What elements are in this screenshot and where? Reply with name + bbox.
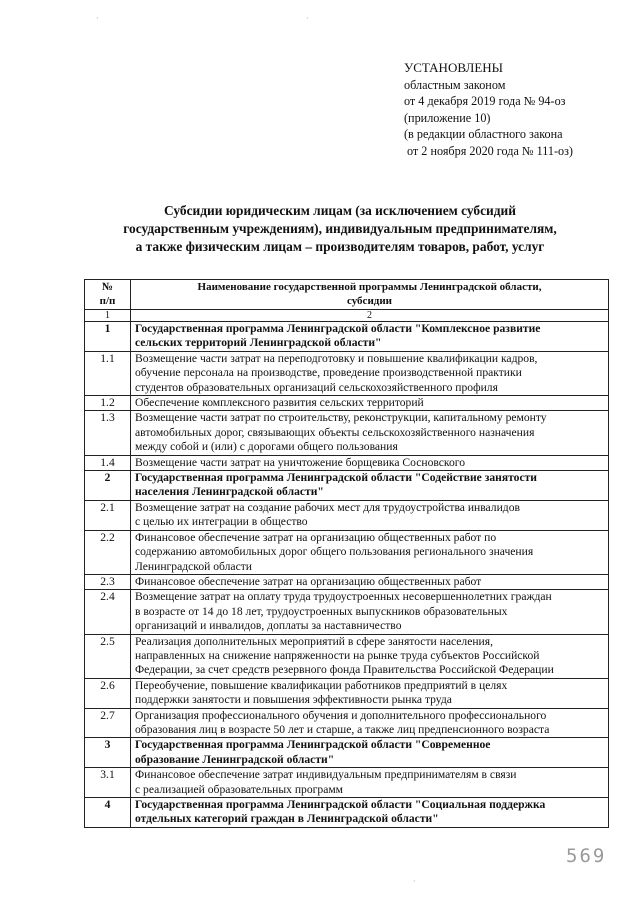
subsidy-row — [85, 455, 609, 470]
scan-speck: · — [413, 877, 416, 886]
subsidy-name-cell: Возмещение затрат на оплату труда трудоустроенных несовершеннолетних граждан в возрасте от 14 до 18 лет, трудоустроенных выпускников образовательных организаций и инвалидов, доплаты за наставничество — [131, 590, 609, 634]
subsidies-table-body — [85, 280, 609, 828]
row-number-cell: 2.4 — [85, 590, 131, 634]
scan-speck: · — [306, 14, 309, 23]
column-number-1: 1 — [85, 310, 131, 322]
subsidy-row — [85, 530, 609, 574]
subsidy-row — [85, 351, 609, 395]
subsidy-row — [85, 678, 609, 708]
row-number-cell: 2.6 — [85, 678, 131, 708]
row-number-cell: 3 — [85, 738, 131, 768]
subsidy-name-cell: Финансовое обеспечение затрат на организацию общественных работ — [131, 574, 609, 589]
scan-speck: · — [96, 14, 99, 23]
row-number-cell: 4 — [85, 798, 131, 828]
approval-block — [404, 60, 634, 159]
program-row — [85, 322, 609, 352]
row-number-cell: 2.3 — [85, 574, 131, 589]
page-number: 569 — [566, 845, 607, 867]
program-name-cell: Государственная программа Ленинградской области "Содействие занятости населения Ленинградской области" — [131, 471, 609, 501]
row-number-cell: 1.3 — [85, 411, 131, 455]
subsidy-name-cell: Возмещение части затрат по строительству, реконструкции, капитальному ремонту автомобильных дорог, связывающих объекты сельскохозяйственного назначения между собой и (или) с дорогами общего пользования — [131, 411, 609, 455]
document-title — [60, 202, 620, 256]
approval-line: (приложение 10) — [404, 110, 491, 125]
subsidy-name-cell: Возмещение части затрат на переподготовку и повышение квалификации кадров, обучение персонала на производстве, проведение производственной практики студентов образовательных организаций сельскохозяйственного профиля — [131, 351, 609, 395]
column-number-2: 2 — [131, 310, 609, 322]
subsidy-row — [85, 500, 609, 530]
row-number-cell: 2.5 — [85, 634, 131, 678]
row-number-cell: 1.4 — [85, 455, 131, 470]
subsidy-name-cell: Возмещение части затрат на уничтожение борщевика Сосновского — [131, 455, 609, 470]
approval-line: (в редакции областного закона — [404, 127, 563, 141]
program-name-cell: Государственная программа Ленинградской области "Социальная поддержка отдельных категорий граждан в Ленинградской области" — [131, 798, 609, 828]
subsidy-row — [85, 634, 609, 678]
table-header-row — [85, 280, 609, 310]
column-number-row — [85, 310, 609, 322]
subsidy-name-cell: Переобучение, повышение квалификации работников предприятий в целях поддержки занятости и повышения эффективности рынка труда — [131, 678, 609, 708]
subsidy-row — [85, 396, 609, 411]
subsidy-name-cell: Организация профессионального обучения и дополнительного профессионального образования лиц в возрасте 50 лет и старше, а также лиц предпенсионного возраста — [131, 708, 609, 738]
row-number-cell: 3.1 — [85, 768, 131, 798]
title-line: Субсидии юридическим лицам (за исключением субсидий — [164, 203, 516, 218]
subsidy-row — [85, 590, 609, 634]
program-name-cell: Государственная программа Ленинградской области "Комплексное развитие сельских территорий Ленинградской области" — [131, 322, 609, 352]
row-number-cell: 1.2 — [85, 396, 131, 411]
subsidy-row — [85, 574, 609, 589]
program-row — [85, 738, 609, 768]
subsidy-row — [85, 708, 609, 738]
subsidies-table — [84, 279, 609, 828]
approval-line: от 4 декабря 2019 года № 94-оз — [404, 94, 566, 108]
program-name-cell: Государственная программа Ленинградской области "Современное образование Ленинградской области" — [131, 738, 609, 768]
approval-line: от 2 ноября 2020 года № 111-оз) — [407, 143, 573, 158]
row-number-cell: 2.7 — [85, 708, 131, 738]
row-number-cell: 2.2 — [85, 530, 131, 574]
subsidy-name-cell: Возмещение затрат на создание рабочих мест для трудоустройства инвалидов с целью их интеграции в общество — [131, 500, 609, 530]
row-number-cell: 2.1 — [85, 500, 131, 530]
subsidy-name-cell: Реализация дополнительных мероприятий в сфере занятости населения, направленных на снижение напряженности на рынке труда субъектов Российской Федерации, за счет средств резервного фонда Правительства Российской Федерации — [131, 634, 609, 678]
title-line: а также физическим лицам – производителям товаров, работ, услуг — [135, 239, 545, 254]
subsidy-row — [85, 768, 609, 798]
title-line: государственным учреждениям), индивидуальным предпринимателям, — [123, 221, 557, 236]
subsidy-name-cell: Обеспечение комплексного развития сельских территорий — [131, 396, 609, 411]
header-num-cell: № п/п — [85, 280, 131, 310]
subsidy-row — [85, 411, 609, 455]
row-number-cell: 2 — [85, 471, 131, 501]
row-number-cell: 1 — [85, 322, 131, 352]
approval-heading: УСТАНОВЛЕНЫ — [404, 60, 503, 75]
program-row — [85, 798, 609, 828]
subsidy-name-cell: Финансовое обеспечение затрат на организацию общественных работ по содержанию автомобильных дорог общего пользования регионального значения Ленинградской области — [131, 530, 609, 574]
program-row — [85, 471, 609, 501]
approval-line: областным законом — [404, 77, 506, 92]
subsidy-name-cell: Финансовое обеспечение затрат индивидуальным предпринимателям в связи с реализацией образовательных программ — [131, 768, 609, 798]
header-name-cell: Наименование государственной программы Ленинградской области, субсидии — [131, 280, 609, 310]
row-number-cell: 1.1 — [85, 351, 131, 395]
